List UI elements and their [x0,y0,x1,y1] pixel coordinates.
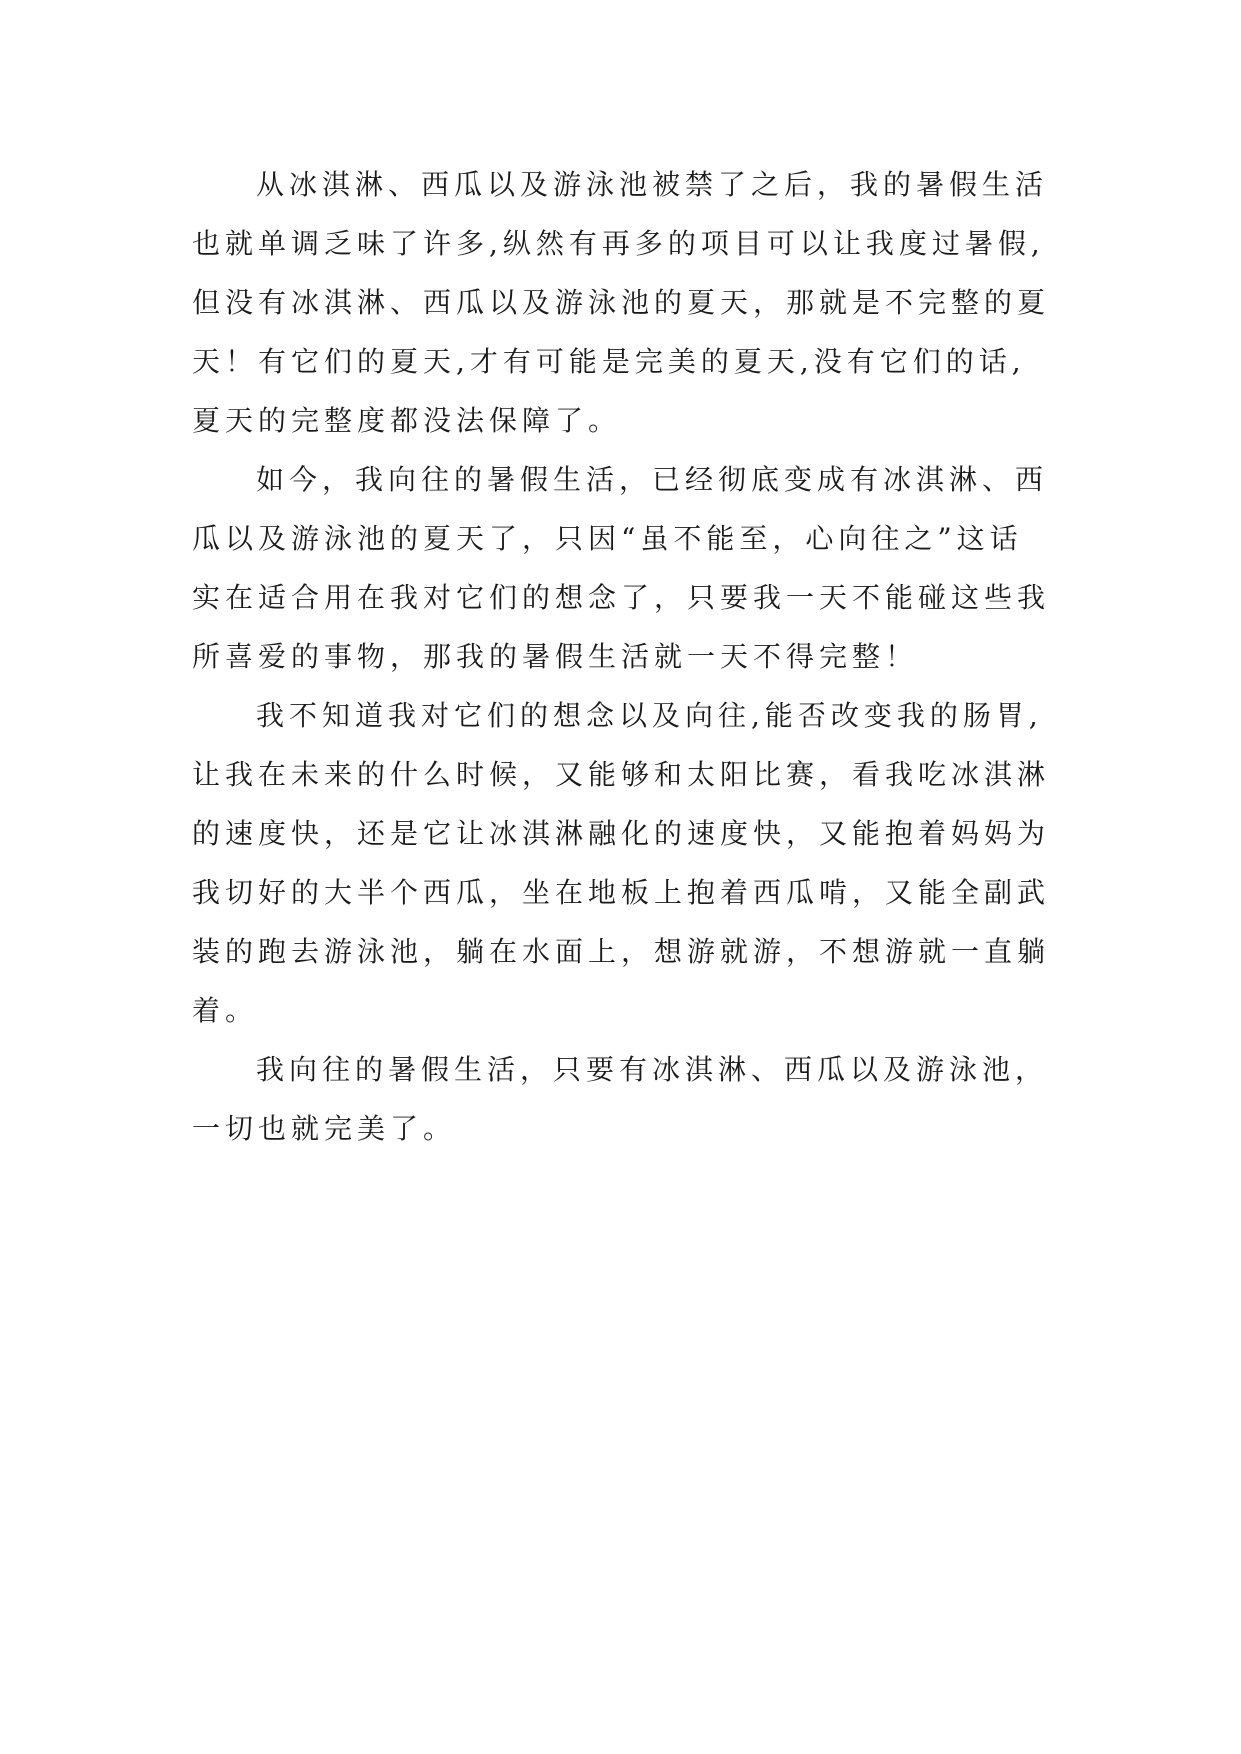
text-line: 所喜爱的事物，那我的暑假生活就一天不得完整！ [192,640,919,673]
text-line: 着。 [192,994,259,1027]
text-line: 我切好的大半个西瓜，坐在地板上抱着西瓜啃，又能全副武 [192,876,1051,909]
text-line: 让我在未来的什么时候，又能够和太阳比赛，看我吃冰淇淋 [192,758,1051,791]
text-line: 一切也就完美了。 [192,1112,457,1145]
text-line: 实在适合用在我对它们的想念了，只要我一天不能碰这些我 [192,581,1051,614]
paragraph-3 [192,686,1092,1040]
text-line: 的速度快，还是它让冰淇淋融化的速度快，又能抱着妈妈为 [192,817,1051,850]
text-line: 也就单调乏味了许多,纵然有再多的项目可以让我度过暑假, [192,227,1045,260]
paragraph-1 [192,155,1092,450]
text-line: 天！有它们的夏天,才有可能是完美的夏天,没有它们的话, [192,345,1026,378]
paragraph-4 [192,1040,1092,1158]
paragraph-2 [192,450,1092,686]
text-line: 我不知道我对它们的想念以及向往,能否改变我的肠胃, [256,699,1043,732]
text-line: 装的跑去游泳池，躺在水面上，想游就游，不想游就一直躺 [192,935,1051,968]
text-line: 瓜以及游泳池的夏天了，只因“虽不能至，心向往之”这话 [192,522,1023,555]
text-line: 夏天的完整度都没法保障了。 [192,404,622,437]
text-line: 如今，我向往的暑假生活，已经彻底变成有冰淇淋、西 [256,463,1049,496]
text-line: 我向往的暑假生活，只要有冰淇淋、西瓜以及游泳池， [256,1053,1049,1086]
document-body [192,155,1092,1158]
text-line: 但没有冰淇淋、西瓜以及游泳池的夏天，那就是不完整的夏 [192,286,1051,319]
text-line: 从冰淇淋、西瓜以及游泳池被禁了之后，我的暑假生活 [256,168,1049,201]
